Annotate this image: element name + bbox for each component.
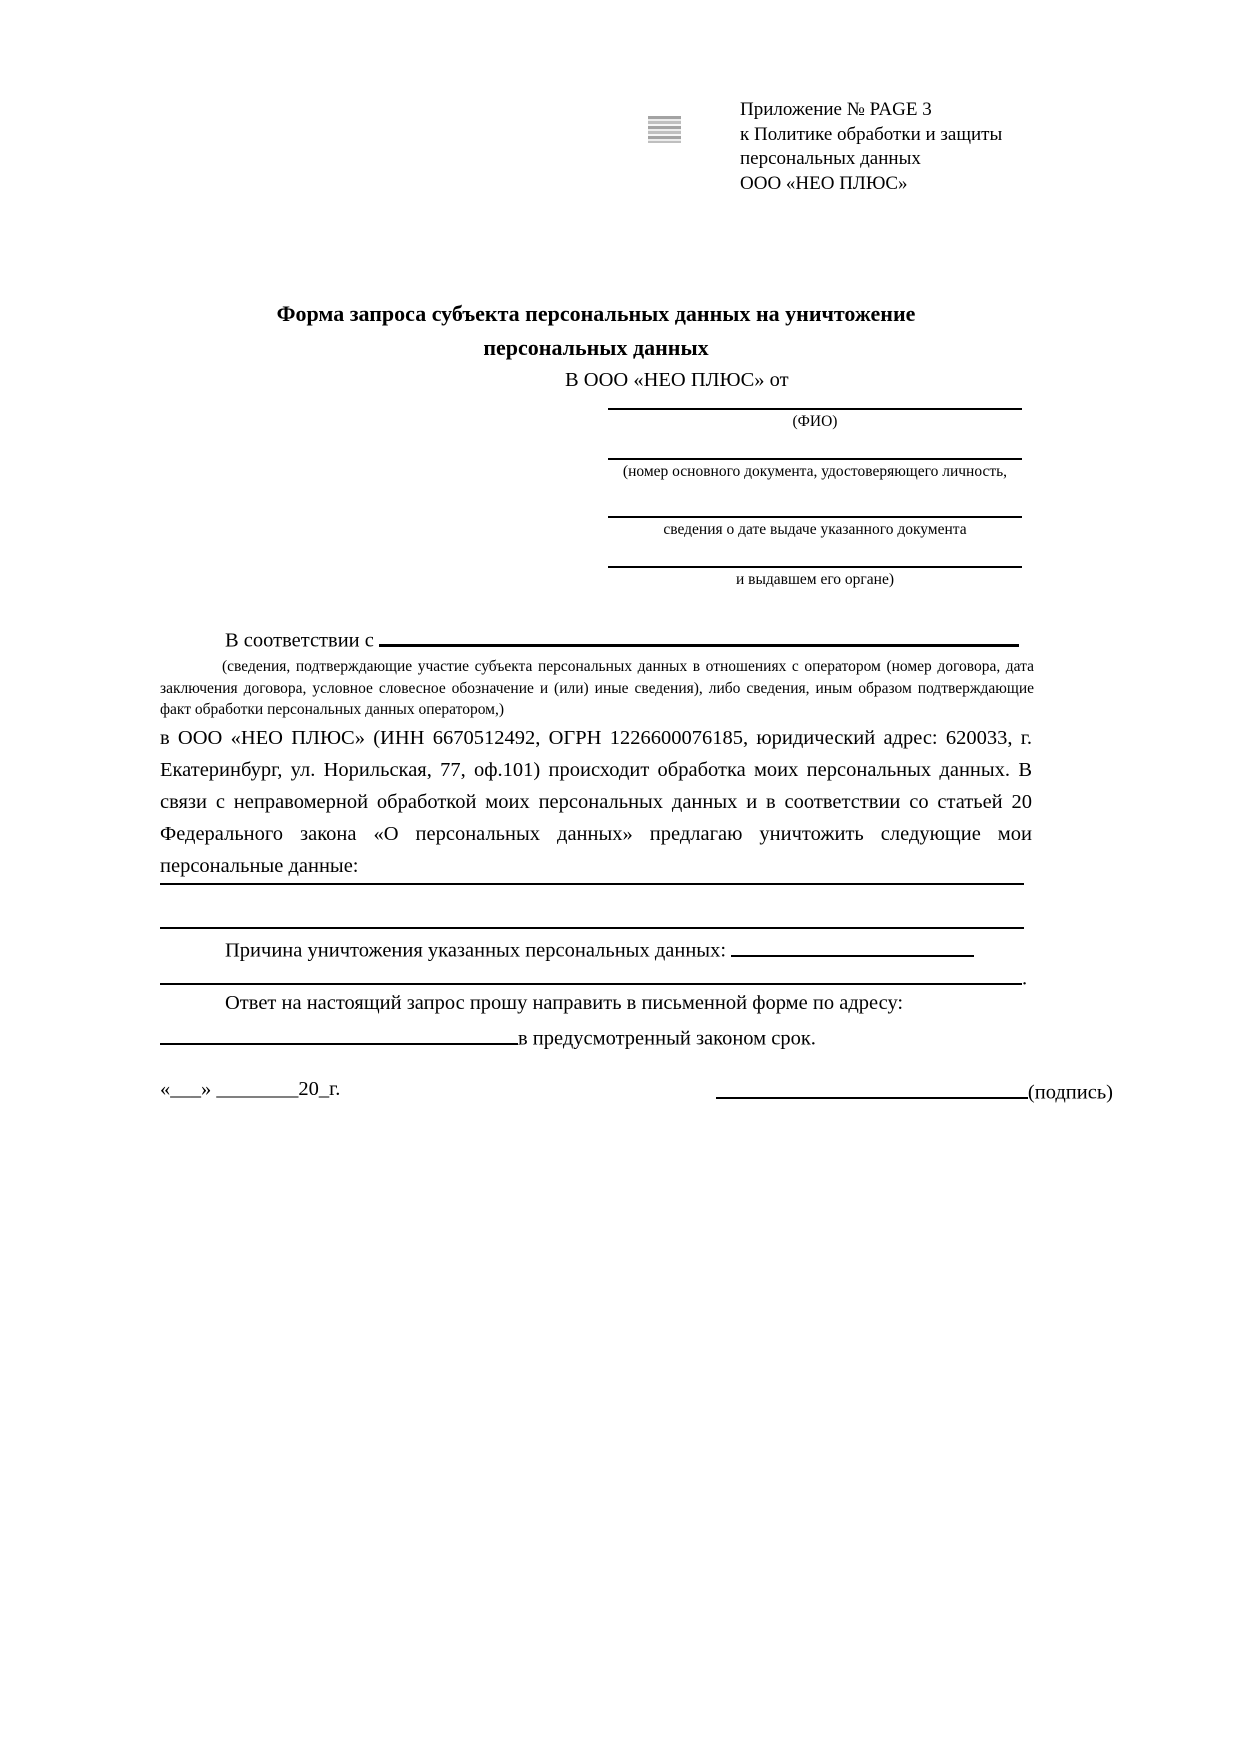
addressee-line: В ООО «НЕО ПЛЮС» от (565, 369, 789, 391)
date-signature-row (160, 1078, 1113, 1104)
fine-print-note: (сведения, подтверждающие участие субъекта персональных данных в отношениях с оператором (номер договора, дата заключения договора, условное словесное обозначение и (или) иные сведения), либо сведения, иным образом подтверждающие факт обработки персональных данных оператором,) (160, 658, 1034, 718)
signature-block (716, 1078, 1113, 1105)
destruction-reason-row (160, 936, 1040, 963)
accordance-lead-text: В соответствии с (225, 629, 379, 652)
document-issue-date-blank-field[interactable] (608, 516, 1022, 539)
fio-blank-field[interactable] (608, 408, 1022, 431)
fio-field-caption: (ФИО) (792, 413, 838, 430)
appendix-reference-block (740, 98, 1080, 196)
signature-blank-line[interactable] (716, 1078, 1028, 1099)
identity-document-number-blank-field[interactable] (608, 458, 1022, 481)
issuing-authority-blank-field[interactable] (608, 566, 1022, 589)
body-paragraph: в ООО «НЕО ПЛЮС» (ИНН 6670512492, ОГРН 1226600076185, юридический адрес: 620033, г. Екатеринбург, ул. Норильская, 77, оф.101) происходит обработка моих персональных данных. В связи с неправомерной обработкой моих персональных данных и в соответствии со статьей 20 Федерального закона «О персональных данных» предлагаю уничтожить следующие мои персональные данные: (160, 727, 1032, 877)
document-title (160, 297, 1032, 365)
blurred-text-thumbnail-icon (648, 116, 681, 143)
destruction-reason-continuation-row (160, 964, 1040, 991)
policy-reference-line2: персональных данных (740, 148, 921, 169)
company-name-line: ООО «НЕО ПЛЮС» (740, 172, 908, 194)
response-request-line: Ответ на настоящий запрос прошу направить в письменной форме по адресу: (225, 992, 904, 1014)
response-term-text: в предусмотренный законом срок. (518, 1027, 816, 1050)
sentence-period: . (1022, 967, 1028, 990)
signature-caption: (подпись) (1027, 1081, 1113, 1104)
personal-data-blank-line-1[interactable] (160, 883, 1024, 885)
appendix-number-line: Приложение № PAGE 3 (740, 99, 932, 120)
identity-document-field-caption: (номер основного документа, удостоверяющего личность, (622, 463, 1008, 480)
response-address-blank-line[interactable] (160, 1024, 518, 1045)
accordance-row (160, 626, 1032, 653)
document-title-line1: Форма запроса субъекта персональных данных на уничтожение (276, 301, 916, 326)
destruction-reason-blank-line[interactable] (731, 936, 974, 957)
date-blank-text[interactable]: «___» ________20_г. (160, 1078, 341, 1100)
response-address-row (160, 1024, 1032, 1051)
document-title-line2: персональных данных (483, 335, 709, 360)
destruction-reason-blank-line-2[interactable] (160, 964, 1022, 985)
accordance-blank-line[interactable] (379, 626, 1019, 647)
personal-data-blank-line-2[interactable] (160, 927, 1024, 929)
destruction-reason-label: Причина уничтожения указанных персональных данных: (225, 939, 732, 962)
document-issue-date-caption: сведения о дате выдаче указанного документа (663, 521, 967, 538)
issuing-authority-caption: и выдавшем его органе) (735, 571, 895, 588)
policy-reference-line: к Политике обработки и защиты (740, 123, 1003, 145)
